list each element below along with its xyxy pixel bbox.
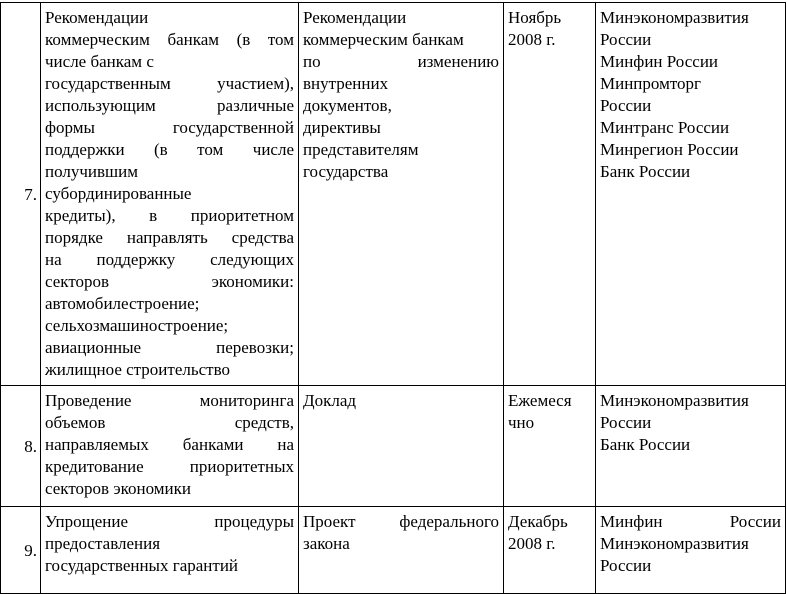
measure-cell-line: сельхозмашиностроение; bbox=[45, 316, 229, 335]
measure-cell-line: формы государственной bbox=[45, 118, 294, 137]
measure-cell-line: автомобилестроение; bbox=[45, 294, 200, 313]
result-cell-line: по изменению bbox=[303, 52, 499, 71]
deadline-cell-line: 2008 г. bbox=[508, 30, 556, 49]
deadline-cell-line: Декабрь bbox=[508, 512, 568, 531]
measure-cell-line: Упрощение процедуры bbox=[45, 512, 294, 531]
result-cell bbox=[299, 386, 504, 507]
measure-cell-line: субординированные bbox=[45, 184, 192, 203]
responsible-cell-line: Банк России bbox=[600, 162, 691, 181]
measure-cell-line: кредитование приоритетных bbox=[45, 457, 294, 476]
responsible-cell bbox=[596, 507, 786, 594]
responsible-cell-line: Минэкономразвития bbox=[600, 8, 749, 27]
table-row bbox=[1, 507, 786, 594]
deadline-cell bbox=[504, 3, 596, 386]
measure-cell bbox=[41, 386, 299, 507]
result-cell-line: документов, bbox=[303, 96, 392, 115]
responsible-cell-line: Минэкономразвития bbox=[600, 391, 749, 410]
table-body bbox=[1, 3, 786, 594]
measure-cell-line: секторов экономики bbox=[45, 479, 191, 498]
responsible-cell-line: Минфин России bbox=[600, 512, 781, 531]
measure-cell-line: на поддержку следующих bbox=[45, 250, 294, 269]
result-cell-line: Рекомендации bbox=[303, 8, 407, 27]
deadline-cell-line: чно bbox=[508, 413, 535, 432]
result-cell-line: Проект федерального bbox=[303, 512, 499, 531]
result-cell-line: коммерческим банкам bbox=[303, 30, 464, 49]
result-cell-line: государства bbox=[303, 162, 389, 181]
measure-cell-line: порядке направлять средства bbox=[45, 228, 294, 247]
responsible-cell-line: Минрегион России bbox=[600, 140, 739, 159]
deadline-cell-line: Ноябрь bbox=[508, 8, 562, 27]
measure-cell-line: коммерческим банкам (в том bbox=[45, 30, 294, 49]
responsible-cell-line: Минфин России bbox=[600, 52, 719, 71]
responsible-cell-line: Минтранс России bbox=[600, 118, 730, 137]
measure-cell-line: государственным участием), bbox=[45, 74, 294, 93]
measure-cell-line: секторов экономики: bbox=[45, 272, 294, 291]
responsible-cell bbox=[596, 386, 786, 507]
measure-cell-line: Проведение мониторинга bbox=[45, 391, 294, 410]
result-cell bbox=[299, 507, 504, 594]
responsible-cell-line: Банк России bbox=[600, 435, 691, 454]
responsible-cell-line: России bbox=[600, 556, 652, 575]
result-cell bbox=[299, 3, 504, 386]
measure-cell-line: получившим bbox=[45, 162, 138, 181]
deadline-cell bbox=[504, 507, 596, 594]
measure-cell-line: Рекомендации bbox=[45, 8, 149, 27]
measure-cell-line: направляемых банками на bbox=[45, 435, 294, 454]
row-number: 7. bbox=[1, 3, 41, 386]
measure-cell-line: объемов средств, bbox=[45, 413, 294, 432]
measure-cell-line: поддержки (в том числе bbox=[45, 140, 294, 159]
deadline-cell-line: Ежемеся bbox=[508, 391, 572, 410]
responsible-cell bbox=[596, 3, 786, 386]
measure-cell-line: использующим различные bbox=[45, 96, 294, 115]
result-cell-line: представителям bbox=[303, 140, 419, 159]
deadline-cell bbox=[504, 386, 596, 507]
responsible-cell-line: России bbox=[600, 30, 652, 49]
action-plan-table bbox=[0, 2, 786, 594]
measure-cell bbox=[41, 3, 299, 386]
row-number: 8. bbox=[1, 386, 41, 507]
row-number: 9. bbox=[1, 507, 41, 594]
result-cell-line: директивы bbox=[303, 118, 381, 137]
responsible-cell-line: Минэкономразвития bbox=[600, 534, 749, 553]
deadline-cell-line: 2008 г. bbox=[508, 534, 556, 553]
table-row bbox=[1, 3, 786, 386]
measure-cell-line: числе банкам с bbox=[45, 52, 154, 71]
measure-cell-line: жилищное строительство bbox=[45, 360, 230, 379]
responsible-cell-line: России bbox=[600, 413, 652, 432]
result-cell-line: Доклад bbox=[303, 391, 357, 410]
measure-cell-line: предоставления bbox=[45, 534, 161, 553]
responsible-cell-line: Минпромторг bbox=[600, 74, 702, 93]
measure-cell-line: государственных гарантий bbox=[45, 556, 239, 575]
measure-cell-line: авиационные перевозки; bbox=[45, 338, 294, 357]
measure-cell-line: кредиты), в приоритетном bbox=[45, 206, 294, 225]
result-cell-line: закона bbox=[303, 534, 350, 553]
responsible-cell-line: России bbox=[600, 96, 652, 115]
table-row bbox=[1, 386, 786, 507]
result-cell-line: внутренних bbox=[303, 74, 389, 93]
measure-cell bbox=[41, 507, 299, 594]
